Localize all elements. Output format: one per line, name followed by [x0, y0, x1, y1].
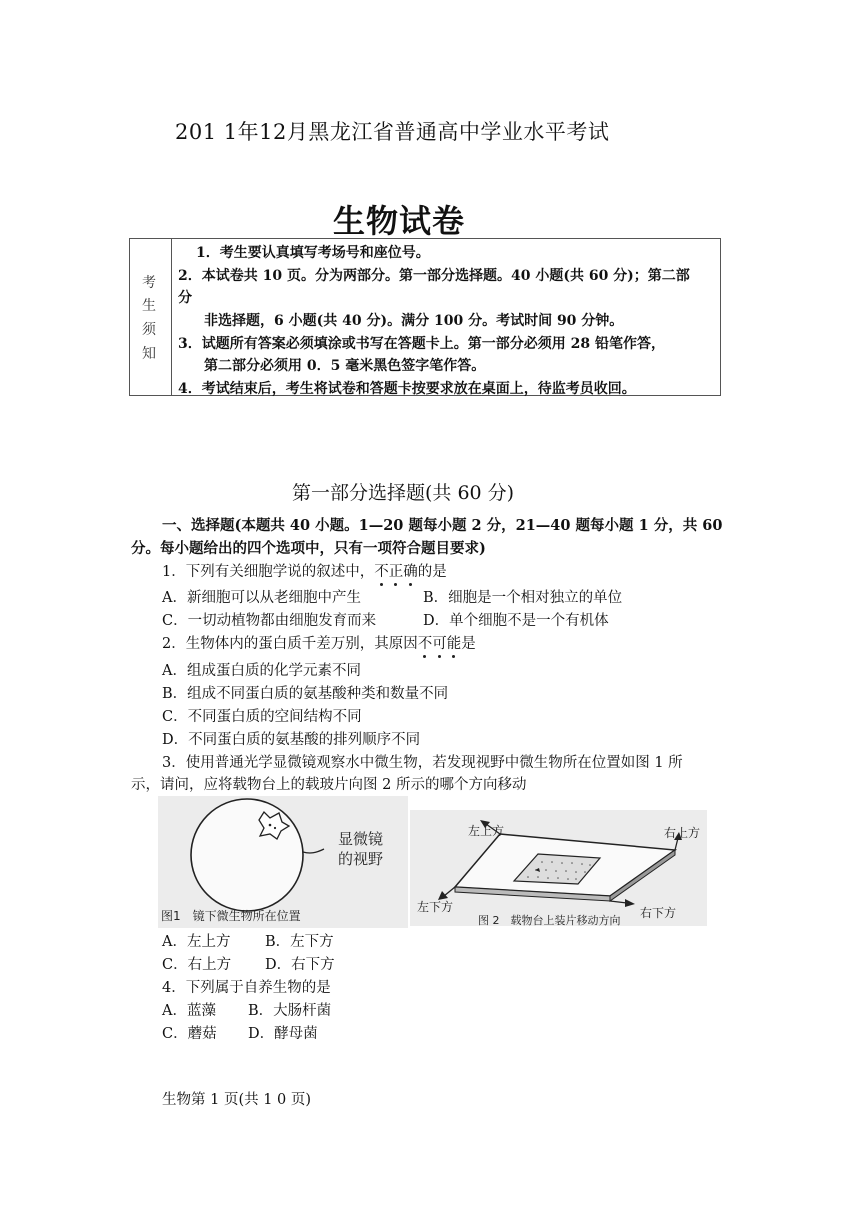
figure-2-label-top-left: 左上方	[468, 824, 505, 838]
part1-heading: 第一部分选择题(共 60 分)	[292, 482, 515, 504]
q1-emph-char: 正	[388, 564, 404, 580]
q4-option-b: B．大肠杆菌	[248, 1003, 332, 1019]
notice-label	[130, 239, 172, 395]
q4-option-a: A．蓝藻	[162, 1003, 216, 1019]
label-leader-line	[303, 849, 324, 853]
q2-stem-before: 2．生物体内的蛋白质千差万别，其原因	[162, 636, 418, 652]
notice-label-char: 知	[142, 346, 156, 362]
q2-stem-after: 是	[461, 636, 476, 652]
question-2-stem	[162, 632, 476, 653]
question-3-stem: 3．使用普通光学显微镜观察水中微生物，若发现视野中微生物所在位置如图 1 所	[162, 755, 683, 771]
notice-label-char: 须	[142, 322, 156, 338]
notice-line: 2．本试卷共 10 页。分为两部分。第一部分选择题。40 小题(共 60 分)；第二部	[178, 268, 690, 284]
part1-instruction: 分。每小题给出的四个选项中，只有一项符合题目要求)	[131, 540, 486, 557]
q1-emph-char: 不	[374, 564, 389, 580]
q4-option-d: D．酵母菌	[248, 1026, 318, 1042]
q3-option-c: C．右上方	[162, 957, 232, 973]
field-of-view-circle	[191, 799, 303, 911]
notice-line: 第二部分必须用 0．5 毫米黑色签字笔作答。	[204, 358, 486, 374]
notice-line: 非选择题，6 小题(共 40 分)。满分 100 分。考试时间 90 分钟。	[204, 313, 624, 329]
q2-emph-char: 能	[446, 636, 462, 652]
q1-stem-after: 的是	[417, 564, 447, 580]
figure-1-label-line2: 的视野	[338, 850, 384, 868]
notice-line: 1．考生要认真填写考场号和座位号。	[196, 245, 430, 261]
notice-label-char: 考	[142, 275, 156, 291]
notice-line: 4．考试结束后，考生将试卷和答题卡按要求放在桌面上，待监考员收回。	[178, 381, 636, 397]
notice-line: 分	[178, 290, 192, 306]
q1-emph-char: 确	[403, 564, 418, 580]
q2-option-b: B．组成不同蛋白质的氨基酸种类和数量不同	[162, 686, 449, 702]
figure-2-label-top-right: 右上方	[664, 826, 701, 840]
paper-subtitle: 生物试卷	[333, 202, 466, 240]
question-1-stem	[162, 560, 447, 581]
q3-option-a: A．左上方	[162, 934, 231, 950]
q2-emph-char: 不	[417, 636, 433, 652]
q2-option-a: A．组成蛋白质的化学元素不同	[162, 663, 361, 679]
notice-label-char: 生	[142, 298, 156, 314]
question-3-stem-cont: 示，请问，应将载物台上的载玻片向图 2 所示的哪个方向移动	[131, 777, 527, 793]
figure-1-label-line1: 显微镜	[338, 830, 384, 848]
q1-option-a: A．新细胞可以从老细胞中产生	[162, 590, 361, 606]
q1-option-d: D．单个细胞不是一个有机体	[423, 613, 609, 629]
figure-1-caption: 图1 镜下微生物所在位置	[161, 909, 301, 923]
q3-option-d: D．右下方	[265, 957, 335, 973]
q2-option-c: C．不同蛋白质的空间结构不同	[162, 709, 362, 725]
figure-2-caption: 图 2 载物台上装片移动方向	[478, 914, 621, 927]
arrow-bottom-right	[625, 899, 635, 907]
part1-instruction: 一、选择题(本题共 40 小题。1—20 题每小题 2 分，21—40 题每小题 1 分，共 60	[162, 517, 723, 534]
figure-2-label-bottom-left: 左下方	[417, 900, 454, 914]
exam-title: 201 1年12月黑龙江省普通高中学业水平考试	[175, 120, 610, 144]
question-4-stem: 4．下列属于自养生物的是	[162, 980, 331, 996]
q4-option-c: C．蘑菇	[162, 1026, 217, 1042]
figure-2-label-bottom-right: 右下方	[640, 906, 677, 920]
figure-1	[158, 796, 408, 928]
q1-option-c: C．一切动植物都由细胞发育而来	[162, 613, 377, 629]
q1-option-b: B．细胞是一个相对独立的单位	[423, 590, 623, 606]
notice-line: 3．试题所有答案必须填涂或书写在答题卡上。第一部分必须用 28 铅笔作答，	[178, 336, 665, 352]
notice-box	[129, 238, 721, 396]
q3-option-b: B．左下方	[265, 934, 334, 950]
q1-stem-before: 1．下列有关细胞学说的叙述中，	[162, 564, 375, 580]
q2-emph-char: 可	[432, 636, 447, 652]
q2-option-d: D．不同蛋白质的氨基酸的排列顺序不同	[162, 732, 421, 748]
page-footer: 生物第 1 页(共 1 0 页)	[162, 1092, 312, 1108]
figure-2	[410, 810, 707, 926]
